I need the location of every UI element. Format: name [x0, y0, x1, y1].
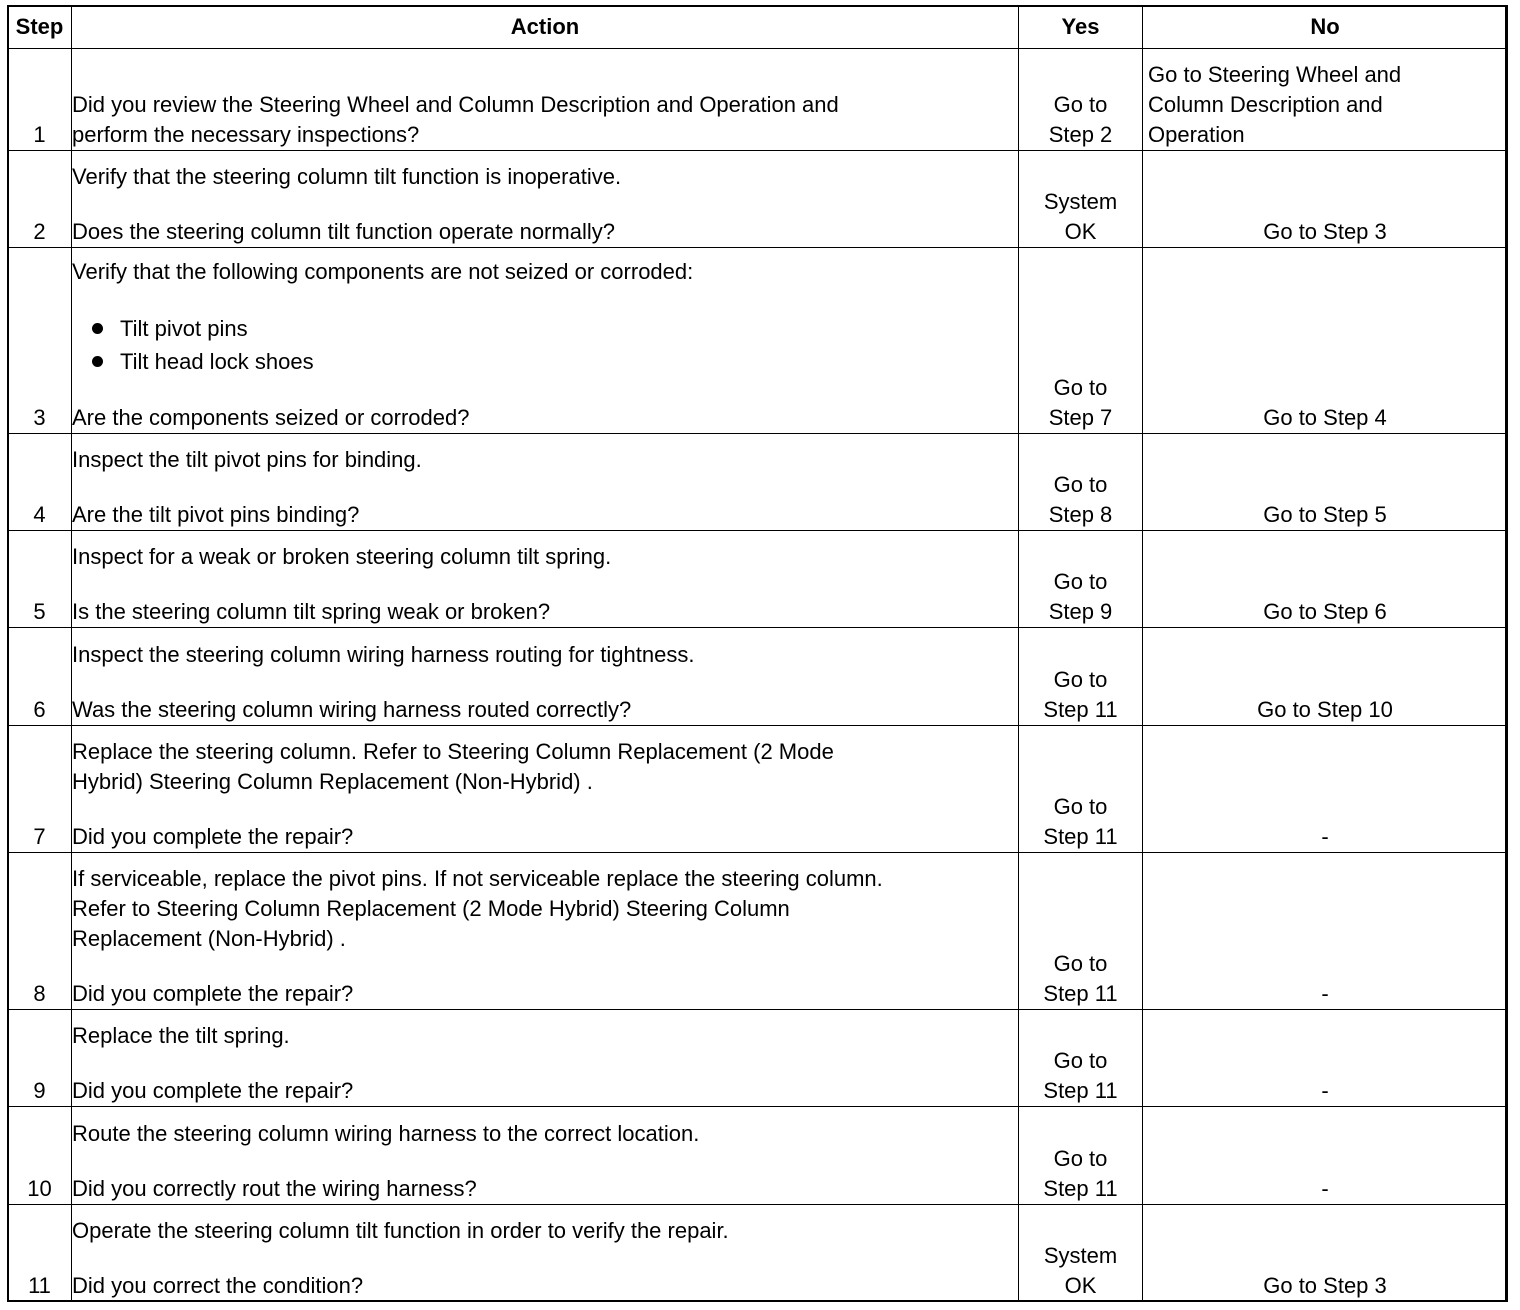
action-line: Refer to Steering Column Replacement (2 Mode Hybrid) Steering Column [72, 896, 790, 922]
header-yes: Yes [1019, 6, 1143, 49]
no-line: Go to Steering Wheel and [1148, 62, 1402, 88]
yes-line: Step 11 [1043, 823, 1118, 849]
yes-line: Go to [1053, 666, 1108, 692]
step-number: 7 [8, 725, 72, 852]
yes-line: Go to [1053, 374, 1108, 400]
list-item-label: Tilt pivot pins [120, 315, 248, 341]
no-line: Go to Step 3 [1263, 219, 1387, 245]
yes-line: Go to [1053, 793, 1108, 819]
header-step: Step [8, 6, 72, 49]
yes-line: Step 8 [1048, 502, 1113, 528]
yes-line: Step 2 [1048, 122, 1113, 148]
no-line: Go to Step 6 [1263, 599, 1387, 625]
action-question: Did you complete the repair? [72, 981, 354, 1007]
yes-line: Step 7 [1048, 404, 1113, 430]
yes-line: Step 11 [1043, 981, 1118, 1007]
no-line: Column Description and [1148, 92, 1383, 118]
yes-line: Step 9 [1048, 599, 1113, 625]
yes-line: OK [1064, 219, 1097, 245]
action-line: Inspect the tilt pivot pins for binding. [72, 447, 422, 473]
yes-line: Go to [1053, 1145, 1108, 1171]
yes-line: Go to [1053, 1048, 1108, 1074]
yes-line: Step 11 [1043, 1078, 1118, 1104]
list-item-label: Tilt head lock shoes [120, 348, 314, 374]
step-number: 6 [8, 628, 72, 725]
no-line: Operation [1148, 122, 1245, 148]
no-line: Go to Step 5 [1263, 502, 1387, 528]
step-number: 4 [8, 433, 72, 530]
action-line: Replace the steering column. Refer to Steering Column Replacement (2 Mode [72, 738, 834, 764]
step-number: 8 [8, 852, 72, 1009]
action-question: Is the steering column tilt spring weak or broken? [72, 599, 551, 625]
yes-line: Go to [1053, 472, 1108, 498]
yes-line: Go to [1053, 951, 1108, 977]
action-question: Did you complete the repair? [72, 1078, 354, 1104]
yes-line: Step 11 [1043, 696, 1118, 722]
no-line: - [1321, 1078, 1329, 1104]
action-question: Did you complete the repair? [72, 823, 354, 849]
no-line: Go to Step 10 [1257, 696, 1393, 722]
yes-line: Step 11 [1043, 1175, 1118, 1201]
yes-line: System [1043, 189, 1118, 215]
step-number: 5 [8, 531, 72, 628]
yes-line: System [1043, 1243, 1118, 1268]
no-line: - [1321, 981, 1329, 1007]
no-line: - [1321, 1175, 1329, 1201]
step-number: 1 [8, 49, 72, 151]
action-line: Verify that the following components are not seized or corroded: [72, 258, 694, 284]
action-line: Did you review the Steering Wheel and Column Description and Operation and [72, 92, 839, 118]
action-question: Was the steering column wiring harness routed correctly? [72, 696, 632, 722]
yes-line: Go to [1053, 569, 1108, 595]
action-question: Does the steering column tilt function operate normally? [72, 219, 615, 245]
no-line: - [1321, 823, 1329, 849]
action-question: Are the tilt pivot pins binding? [72, 502, 360, 528]
step-number: 9 [8, 1010, 72, 1107]
action-line: Replacement (Non-Hybrid) . [72, 926, 346, 952]
action-line: Hybrid) Steering Column Replacement (Non-Hybrid) . [72, 768, 593, 794]
step-number: 10 [8, 1107, 72, 1204]
step-number: 3 [8, 248, 72, 433]
no-line: Go to Step 4 [1263, 404, 1387, 430]
table-outer-border [7, 5, 1507, 1302]
step-number: 2 [8, 151, 72, 248]
action-question: Did you correctly rout the wiring harness? [72, 1175, 477, 1201]
action-line: If serviceable, replace the pivot pins. If not serviceable replace the steering column. [72, 866, 883, 892]
yes-line: OK [1064, 1273, 1097, 1298]
action-question: Did you correct the condition? [72, 1273, 364, 1298]
action-line: perform the necessary inspections? [72, 122, 420, 148]
action-line: Verify that the steering column tilt function is inoperative. [72, 164, 622, 190]
step-number: 11 [8, 1204, 72, 1301]
action-line: Inspect the steering column wiring harness routing for tightness. [72, 641, 695, 667]
yes-line: Go to [1053, 92, 1108, 118]
action-line: Replace the tilt spring. [72, 1023, 290, 1049]
action-line: Inspect for a weak or broken steering column tilt spring. [72, 544, 612, 570]
action-line: Route the steering column wiring harness to the correct location. [72, 1120, 700, 1146]
no-line: Go to Step 3 [1263, 1273, 1387, 1298]
header-action: Action [72, 6, 1019, 49]
action-line: Operate the steering column tilt function in order to verify the repair. [72, 1218, 729, 1243]
header-no: No [1143, 6, 1508, 49]
action-question: Are the components seized or corroded? [72, 404, 470, 430]
